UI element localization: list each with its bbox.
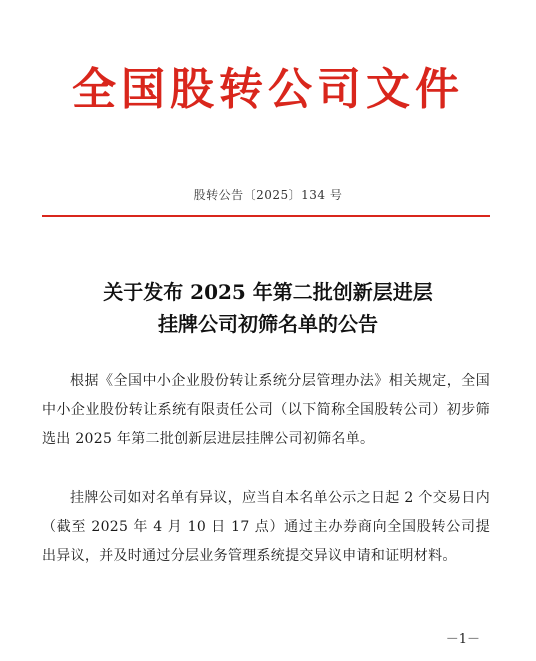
document-title <box>0 276 536 340</box>
page-number: －1－ <box>445 632 480 647</box>
document-number: 股转公告〔2025〕134 号 <box>193 188 343 202</box>
red-divider-line <box>42 215 490 217</box>
title-line-1: 关于发布 2025 年第二批创新层进层 <box>103 280 433 304</box>
body-paragraph-2: 挂牌公司如对名单有异议，应当自本名单公示之日起 2 个交易日内（截至 2025 年 4 月 10 日 17 点）通过主办券商向全国股转公司提出异议，并及时通过分层业务管理系统提交异议申请和证明材料。 <box>42 490 490 564</box>
body-paragraph-1: 根据《全国中小企业股份转让系统分层管理办法》相关规定，全国中小企业股份转让系统有限责任公司（以下简称全国股转公司）初步筛选出 2025 年第二批创新层进层挂牌公司初筛名单。 <box>42 373 490 447</box>
document-masthead: 全国股转公司文件 <box>72 64 464 115</box>
title-line-2: 挂牌公司初筛名单的公告 <box>158 312 378 336</box>
